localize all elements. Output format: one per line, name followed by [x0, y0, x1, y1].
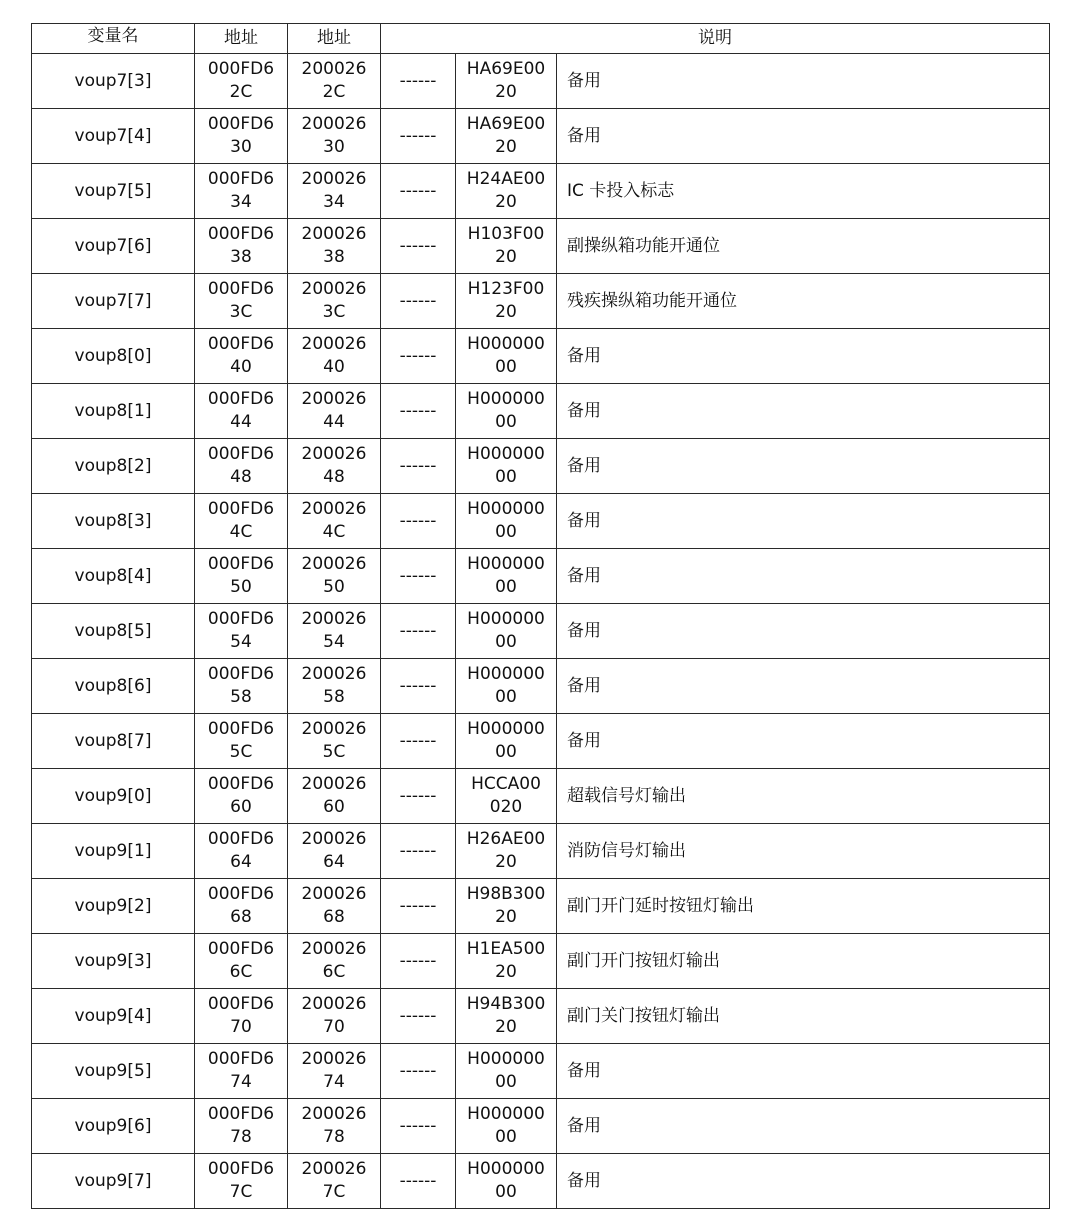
table-row [32, 164, 1050, 219]
placeholder-dash-cell: ------ [381, 329, 456, 384]
hex-value-cell [456, 329, 557, 384]
description-cell: 备用 [557, 549, 1050, 604]
hex-value-line-1: H000000 [467, 444, 545, 464]
address-2-line-1: 200026 [301, 499, 367, 519]
address-2-line-2: 30 [323, 137, 345, 157]
address-2-line-2: 48 [323, 467, 345, 487]
placeholder-dash-cell: ------ [381, 1044, 456, 1099]
address-1-line-1: 000FD6 [207, 334, 275, 354]
hex-value-line-2: 00 [495, 467, 517, 487]
variable-name-cell: voup9[1] [32, 824, 195, 879]
description-cell: 备用 [557, 109, 1050, 164]
address-2-line-2: 6C [322, 962, 346, 982]
table-row [32, 494, 1050, 549]
variable-name-cell: voup7[5] [32, 164, 195, 219]
address-1-cell [195, 1154, 288, 1209]
address-1-line-1: 000FD6 [207, 609, 275, 629]
address-1-line-1: 000FD6 [207, 664, 275, 684]
address-1-line-1: 000FD6 [207, 939, 275, 959]
hex-value-line-2: 20 [495, 907, 517, 927]
placeholder-dash-cell: ------ [381, 494, 456, 549]
hex-value-line-1: H24AE00 [466, 169, 546, 189]
hex-value-line-1: H000000 [467, 719, 545, 739]
description-cell: 备用 [557, 659, 1050, 714]
address-1-line-1: 000FD6 [207, 59, 275, 79]
address-2-cell [288, 1044, 381, 1099]
variable-name-cell: voup8[7] [32, 714, 195, 769]
hex-value-line-2: 00 [495, 1072, 517, 1092]
placeholder-dash-cell: ------ [381, 769, 456, 824]
address-1-line-1: 000FD6 [207, 279, 275, 299]
description-cell: IC 卡投入标志 [557, 164, 1050, 219]
address-1-cell [195, 604, 288, 659]
address-2-cell [288, 989, 381, 1044]
hex-value-line-2: 20 [495, 962, 517, 982]
hex-value-line-1: H98B300 [466, 884, 546, 904]
address-1-cell [195, 219, 288, 274]
header-address-1: 地址 [195, 24, 288, 54]
address-2-line-2: 40 [323, 357, 345, 377]
address-2-cell [288, 769, 381, 824]
address-2-cell [288, 1099, 381, 1154]
address-1-line-2: 48 [230, 467, 252, 487]
hex-value-line-1: HCCA00 [471, 774, 541, 794]
hex-value-line-1: H000000 [467, 664, 545, 684]
address-1-line-2: 34 [230, 192, 252, 212]
table-row [32, 384, 1050, 439]
table-header-row [32, 24, 1050, 54]
hex-value-line-2: 00 [495, 577, 517, 597]
variable-name-cell: voup7[4] [32, 109, 195, 164]
placeholder-dash-cell: ------ [381, 934, 456, 989]
address-1-line-1: 000FD6 [207, 499, 275, 519]
variable-name-cell: voup8[2] [32, 439, 195, 494]
address-2-line-2: 54 [323, 632, 345, 652]
hex-value-cell [456, 494, 557, 549]
address-1-cell [195, 329, 288, 384]
variable-name-cell: voup8[6] [32, 659, 195, 714]
table-row [32, 879, 1050, 934]
table-row [32, 54, 1050, 109]
address-1-cell [195, 384, 288, 439]
table-row [32, 824, 1050, 879]
placeholder-dash-cell: ------ [381, 219, 456, 274]
address-2-cell [288, 219, 381, 274]
hex-value-line-2: 020 [489, 797, 523, 817]
table-row [32, 274, 1050, 329]
address-2-line-1: 200026 [301, 1159, 367, 1179]
hex-value-line-2: 00 [495, 412, 517, 432]
hex-value-line-2: 00 [495, 357, 517, 377]
description-cell: 超载信号灯输出 [557, 769, 1050, 824]
description-cell: 备用 [557, 384, 1050, 439]
address-1-line-1: 000FD6 [207, 554, 275, 574]
hex-value-line-2: 00 [495, 522, 517, 542]
header-variable-name: 变量名 [32, 24, 195, 54]
hex-value-cell [456, 384, 557, 439]
address-2-line-2: 44 [323, 412, 345, 432]
address-2-cell [288, 1154, 381, 1209]
address-2-cell [288, 549, 381, 604]
address-2-line-1: 200026 [301, 554, 367, 574]
hex-value-cell [456, 879, 557, 934]
hex-value-line-2: 20 [495, 1017, 517, 1037]
hex-value-cell [456, 934, 557, 989]
address-1-line-1: 000FD6 [207, 114, 275, 134]
address-2-cell [288, 54, 381, 109]
variable-name-cell: voup7[6] [32, 219, 195, 274]
address-2-line-2: 4C [322, 522, 346, 542]
variable-name-cell: voup9[4] [32, 989, 195, 1044]
address-2-line-1: 200026 [301, 1104, 367, 1124]
placeholder-dash-cell: ------ [381, 164, 456, 219]
placeholder-dash-cell: ------ [381, 274, 456, 329]
address-1-line-2: 54 [230, 632, 252, 652]
hex-value-cell [456, 1154, 557, 1209]
address-1-line-2: 44 [230, 412, 252, 432]
description-cell: 备用 [557, 1044, 1050, 1099]
address-2-cell [288, 274, 381, 329]
placeholder-dash-cell: ------ [381, 384, 456, 439]
hex-value-cell [456, 824, 557, 879]
hex-value-line-1: H000000 [467, 499, 545, 519]
hex-value-cell [456, 54, 557, 109]
hex-value-cell [456, 274, 557, 329]
table-row [32, 989, 1050, 1044]
address-2-cell [288, 329, 381, 384]
table-row [32, 329, 1050, 384]
table-row [32, 109, 1050, 164]
address-1-cell [195, 659, 288, 714]
variable-name-cell: voup9[2] [32, 879, 195, 934]
header-address-2: 地址 [288, 24, 381, 54]
address-1-line-2: 74 [230, 1072, 252, 1092]
description-cell: 备用 [557, 329, 1050, 384]
address-2-line-1: 200026 [301, 884, 367, 904]
address-2-line-2: 70 [323, 1017, 345, 1037]
address-1-cell [195, 54, 288, 109]
description-cell: 备用 [557, 1099, 1050, 1154]
address-1-cell [195, 549, 288, 604]
hex-value-line-2: 00 [495, 632, 517, 652]
address-1-line-1: 000FD6 [207, 169, 275, 189]
hex-value-line-2: 20 [495, 247, 517, 267]
address-2-cell [288, 164, 381, 219]
address-1-line-2: 2C [229, 82, 253, 102]
hex-value-line-2: 00 [495, 742, 517, 762]
hex-value-line-2: 00 [495, 1127, 517, 1147]
address-2-line-1: 200026 [301, 1049, 367, 1069]
table-row [32, 769, 1050, 824]
description-cell: 副门开门延时按钮灯输出 [557, 879, 1050, 934]
hex-value-line-2: 20 [495, 192, 517, 212]
address-2-line-2: 5C [322, 742, 346, 762]
address-2-line-1: 200026 [301, 664, 367, 684]
address-1-cell [195, 824, 288, 879]
hex-value-line-1: H000000 [467, 1049, 545, 1069]
hex-value-cell [456, 439, 557, 494]
address-2-line-2: 38 [323, 247, 345, 267]
address-2-cell [288, 824, 381, 879]
address-1-line-1: 000FD6 [207, 1159, 275, 1179]
address-1-cell [195, 879, 288, 934]
address-2-line-1: 200026 [301, 334, 367, 354]
address-1-line-1: 000FD6 [207, 224, 275, 244]
variable-name-cell: voup8[4] [32, 549, 195, 604]
description-cell: 备用 [557, 494, 1050, 549]
address-1-line-2: 50 [230, 577, 252, 597]
address-1-line-2: 7C [229, 1182, 253, 1202]
hex-value-line-1: H1EA500 [466, 939, 546, 959]
description-cell: 备用 [557, 1154, 1050, 1209]
table-row [32, 439, 1050, 494]
hex-value-cell [456, 769, 557, 824]
address-2-line-2: 78 [323, 1127, 345, 1147]
address-2-line-2: 68 [323, 907, 345, 927]
hex-value-line-1: HA69E00 [466, 114, 546, 134]
address-1-cell [195, 769, 288, 824]
hex-value-line-1: H000000 [467, 554, 545, 574]
hex-value-line-2: 20 [495, 137, 517, 157]
hex-value-cell [456, 164, 557, 219]
variable-name-cell: voup8[1] [32, 384, 195, 439]
address-1-line-1: 000FD6 [207, 1049, 275, 1069]
placeholder-dash-cell: ------ [381, 439, 456, 494]
address-1-line-2: 58 [230, 687, 252, 707]
header-description: 说明 [381, 24, 1050, 54]
address-2-cell [288, 494, 381, 549]
address-2-cell [288, 604, 381, 659]
hex-value-line-1: H000000 [467, 609, 545, 629]
variable-address-table [31, 23, 1050, 1209]
placeholder-dash-cell: ------ [381, 1154, 456, 1209]
address-2-line-2: 74 [323, 1072, 345, 1092]
table-row [32, 219, 1050, 274]
variable-name-cell: voup9[0] [32, 769, 195, 824]
address-1-cell [195, 989, 288, 1044]
address-2-cell [288, 384, 381, 439]
address-2-line-1: 200026 [301, 114, 367, 134]
hex-value-cell [456, 109, 557, 164]
address-1-line-1: 000FD6 [207, 884, 275, 904]
address-1-line-2: 4C [229, 522, 253, 542]
description-cell: 备用 [557, 604, 1050, 659]
hex-value-line-2: 00 [495, 1182, 517, 1202]
address-2-line-2: 50 [323, 577, 345, 597]
hex-value-cell [456, 549, 557, 604]
hex-value-line-1: H26AE00 [466, 829, 546, 849]
variable-name-cell: voup7[7] [32, 274, 195, 329]
address-2-line-1: 200026 [301, 444, 367, 464]
address-2-cell [288, 659, 381, 714]
address-2-line-2: 60 [323, 797, 345, 817]
variable-name-cell: voup9[3] [32, 934, 195, 989]
address-2-cell [288, 714, 381, 769]
address-1-line-2: 40 [230, 357, 252, 377]
table-row [32, 604, 1050, 659]
hex-value-cell [456, 1099, 557, 1154]
variable-name-cell: voup9[7] [32, 1154, 195, 1209]
placeholder-dash-cell: ------ [381, 1099, 456, 1154]
address-1-cell [195, 1099, 288, 1154]
variable-name-cell: voup8[5] [32, 604, 195, 659]
address-1-line-1: 000FD6 [207, 1104, 275, 1124]
address-2-line-1: 200026 [301, 774, 367, 794]
table-row [32, 714, 1050, 769]
hex-value-line-1: H94B300 [466, 994, 546, 1014]
address-1-line-1: 000FD6 [207, 719, 275, 739]
table-row [32, 1044, 1050, 1099]
address-1-line-1: 000FD6 [207, 994, 275, 1014]
description-cell: 残疾操纵箱功能开通位 [557, 274, 1050, 329]
address-1-line-2: 70 [230, 1017, 252, 1037]
address-2-line-1: 200026 [301, 279, 367, 299]
placeholder-dash-cell: ------ [381, 604, 456, 659]
placeholder-dash-cell: ------ [381, 714, 456, 769]
table-row [32, 1099, 1050, 1154]
hex-value-line-1: H000000 [467, 389, 545, 409]
variable-name-cell: voup8[0] [32, 329, 195, 384]
placeholder-dash-cell: ------ [381, 54, 456, 109]
hex-value-cell [456, 989, 557, 1044]
placeholder-dash-cell: ------ [381, 109, 456, 164]
variable-name-cell: voup9[6] [32, 1099, 195, 1154]
description-cell: 消防信号灯输出 [557, 824, 1050, 879]
address-1-cell [195, 274, 288, 329]
placeholder-dash-cell: ------ [381, 659, 456, 714]
variable-name-cell: voup8[3] [32, 494, 195, 549]
address-2-line-1: 200026 [301, 994, 367, 1014]
address-2-line-2: 58 [323, 687, 345, 707]
address-2-cell [288, 879, 381, 934]
hex-value-line-2: 00 [495, 687, 517, 707]
address-1-line-1: 000FD6 [207, 444, 275, 464]
address-1-line-2: 60 [230, 797, 252, 817]
address-1-cell [195, 439, 288, 494]
hex-value-line-2: 20 [495, 82, 517, 102]
address-1-line-2: 38 [230, 247, 252, 267]
description-cell: 备用 [557, 54, 1050, 109]
address-1-line-2: 6C [229, 962, 253, 982]
address-1-cell [195, 1044, 288, 1099]
address-1-line-1: 000FD6 [207, 774, 275, 794]
address-1-cell [195, 934, 288, 989]
address-1-line-2: 68 [230, 907, 252, 927]
variable-name-cell: voup9[5] [32, 1044, 195, 1099]
hex-value-line-1: H123F00 [467, 279, 545, 299]
address-2-line-2: 64 [323, 852, 345, 872]
table-row [32, 1154, 1050, 1209]
address-1-line-2: 30 [230, 137, 252, 157]
description-cell: 备用 [557, 714, 1050, 769]
address-1-line-2: 5C [229, 742, 253, 762]
table-row [32, 549, 1050, 604]
hex-value-cell [456, 714, 557, 769]
address-2-line-1: 200026 [301, 169, 367, 189]
address-1-cell [195, 164, 288, 219]
hex-value-cell [456, 604, 557, 659]
address-2-line-2: 34 [323, 192, 345, 212]
address-2-line-1: 200026 [301, 389, 367, 409]
address-1-cell [195, 494, 288, 549]
address-1-cell [195, 109, 288, 164]
variable-name-cell: voup7[3] [32, 54, 195, 109]
address-2-cell [288, 109, 381, 164]
placeholder-dash-cell: ------ [381, 879, 456, 934]
address-1-cell [195, 714, 288, 769]
address-2-line-2: 2C [322, 82, 346, 102]
address-2-line-1: 200026 [301, 829, 367, 849]
description-cell: 副门关门按钮灯输出 [557, 989, 1050, 1044]
hex-value-cell [456, 1044, 557, 1099]
description-cell: 备用 [557, 439, 1050, 494]
hex-value-line-1: H000000 [467, 1104, 545, 1124]
table-body [32, 54, 1050, 1209]
placeholder-dash-cell: ------ [381, 824, 456, 879]
placeholder-dash-cell: ------ [381, 989, 456, 1044]
hex-value-line-1: HA69E00 [466, 59, 546, 79]
address-2-line-2: 3C [322, 302, 346, 322]
address-2-line-1: 200026 [301, 939, 367, 959]
address-2-line-1: 200026 [301, 609, 367, 629]
hex-value-cell [456, 219, 557, 274]
description-cell: 副操纵箱功能开通位 [557, 219, 1050, 274]
description-cell: 副门开门按钮灯输出 [557, 934, 1050, 989]
address-1-line-2: 3C [229, 302, 253, 322]
hex-value-line-1: H000000 [467, 334, 545, 354]
address-2-cell [288, 934, 381, 989]
address-1-line-2: 78 [230, 1127, 252, 1147]
address-2-line-1: 200026 [301, 59, 367, 79]
address-2-line-1: 200026 [301, 224, 367, 244]
hex-value-line-2: 20 [495, 302, 517, 322]
address-1-line-1: 000FD6 [207, 389, 275, 409]
address-1-line-1: 000FD6 [207, 829, 275, 849]
address-2-cell [288, 439, 381, 494]
hex-value-line-1: H103F00 [467, 224, 545, 244]
address-2-line-2: 7C [322, 1182, 346, 1202]
address-2-line-1: 200026 [301, 719, 367, 739]
hex-value-line-2: 20 [495, 852, 517, 872]
placeholder-dash-cell: ------ [381, 549, 456, 604]
table-row [32, 659, 1050, 714]
hex-value-cell [456, 659, 557, 714]
hex-value-line-1: H000000 [467, 1159, 545, 1179]
table-row [32, 934, 1050, 989]
address-1-line-2: 64 [230, 852, 252, 872]
